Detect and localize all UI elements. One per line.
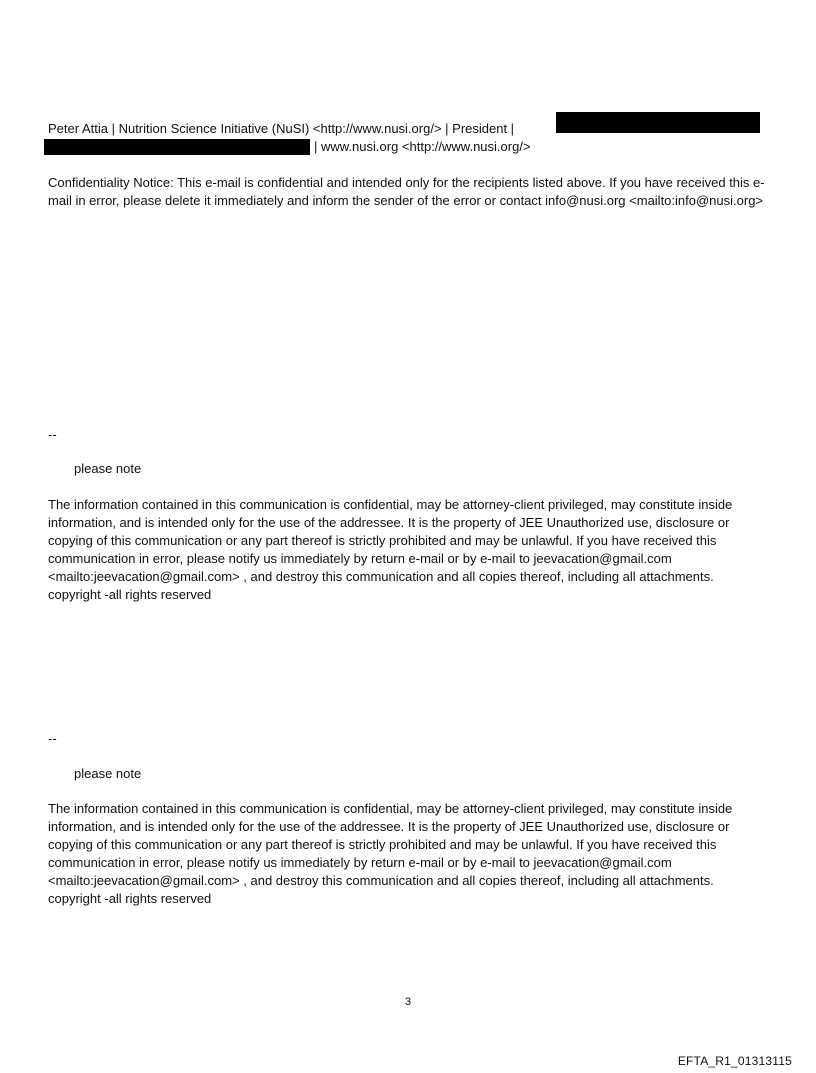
separator: -- bbox=[48, 427, 57, 442]
confidentiality-notice: Confidentiality Notice: This e-mail is confidential and intended only for the recipients listed above. If you have received this e-mail in error, please delete it immediately and inform the sender of the error or contact info@nusi.org <mailto:info@nusi.org> bbox=[48, 175, 765, 208]
redaction-box bbox=[44, 139, 310, 155]
bates-number: EFTA_R1_01313115 bbox=[677, 1054, 792, 1068]
redaction-box bbox=[556, 112, 760, 133]
signature-line-1: Peter Attia | Nutrition Science Initiative (NuSI) <http://www.nusi.org/> | President | bbox=[48, 121, 515, 136]
signature-line-2: | www.nusi.org <http://www.nusi.org/> bbox=[314, 139, 531, 154]
please-note: please note bbox=[74, 461, 142, 476]
page-number: 3 bbox=[404, 996, 412, 1008]
disclaimer-text: The information contained in this communication is confidential, may be attorney-client privileged, may constitute inside information, and is intended only for the use of the addressee. It is the property of JEE Unauthorized use, disclosure or copying of this communication or any part thereof is strictly prohibited and may be unlawful. If you have received this communication in error, please notify us immediately by return e-mail or by e-mail to jeevacation@gmail.com <mailto:jeevacation@gmail.com> , and destroy this communication and all copies thereof, including all attachments. copyright -all rights reserved bbox=[48, 497, 733, 602]
separator: -- bbox=[48, 731, 57, 746]
please-note: please note bbox=[74, 766, 142, 781]
disclaimer-text: The information contained in this communication is confidential, may be attorney-client privileged, may constitute inside information, and is intended only for the use of the addressee. It is the property of JEE Unauthorized use, disclosure or copying of this communication or any part thereof is strictly prohibited and may be unlawful. If you have received this communication in error, please notify us immediately by return e-mail or by e-mail to jeevacation@gmail.com <mailto:jeevacation@gmail.com> , and destroy this communication and all copies thereof, including all attachments. copyright -all rights reserved bbox=[48, 801, 733, 906]
